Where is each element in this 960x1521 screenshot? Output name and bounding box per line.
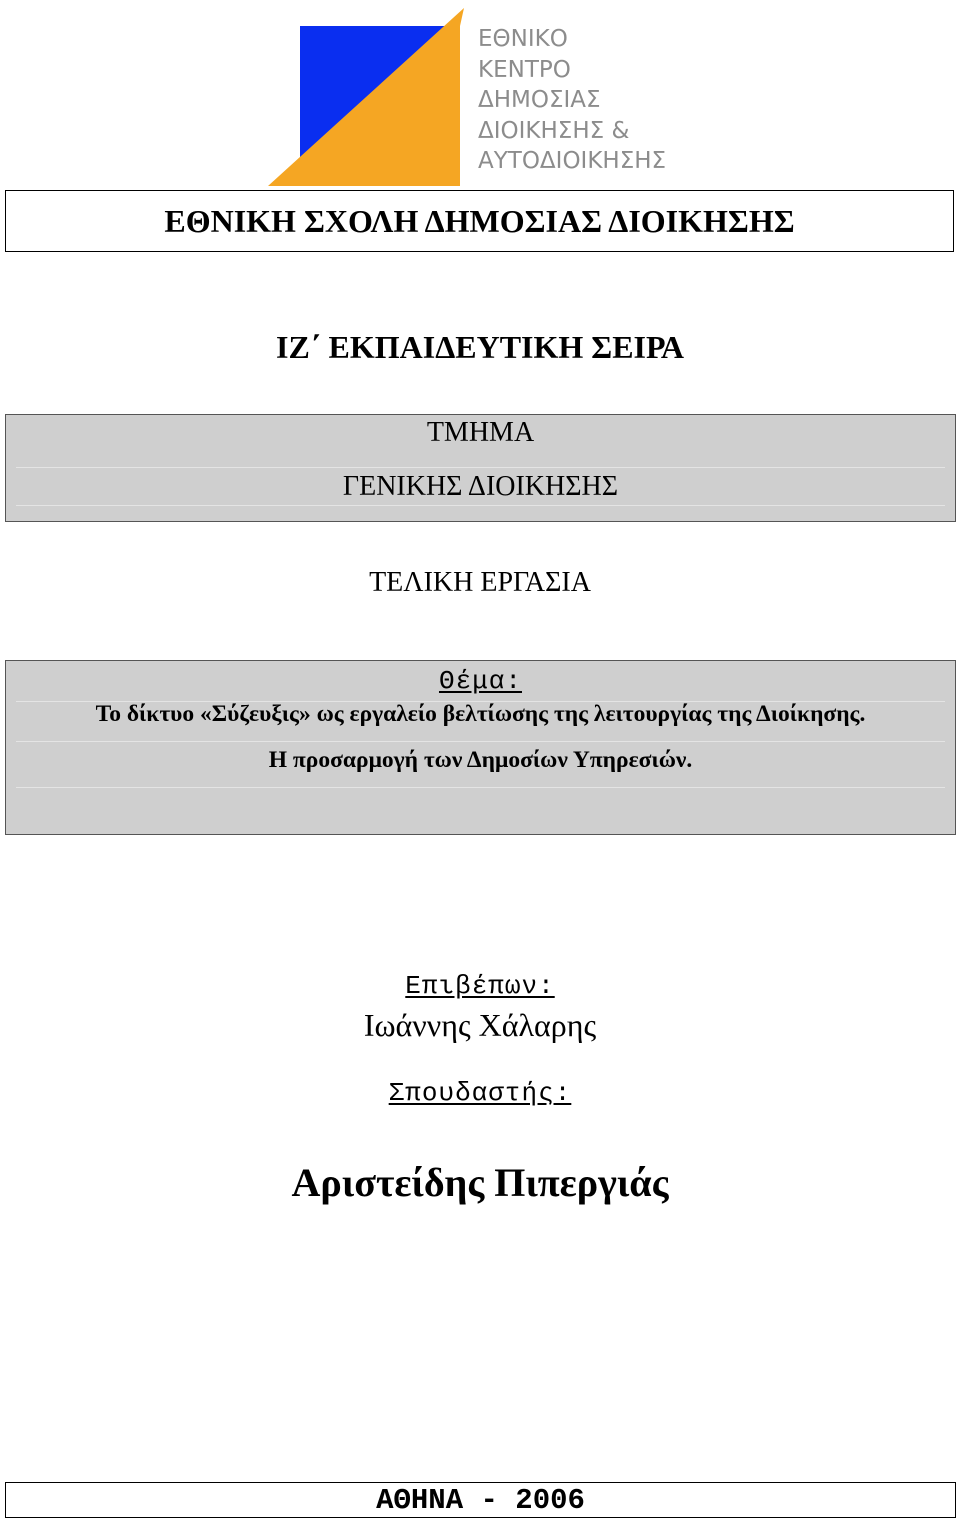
supervisor-label: Επιβέπων: <box>405 971 555 1001</box>
logo-line: ΚΕΝΤΡΟ <box>478 56 571 83</box>
supervisor-label-row <box>0 971 960 1005</box>
divider <box>16 467 945 468</box>
topic-line-1: Το δίκτυο «Σύζευξις» ως εργαλείο βελτίωσης της λειτουργίας της Διοίκησης. <box>95 701 866 727</box>
school-title-box <box>5 190 954 252</box>
divider <box>16 787 945 788</box>
logo-line: ΕΘΝΙΚΟ <box>478 26 568 52</box>
student-name: Αριστείδης Πιπεργιάς <box>291 1160 669 1205</box>
student-label-row <box>0 1078 960 1112</box>
school-title: ΕΘΝΙΚΗ ΣΧΟΛΗ ΔΗΜΟΣΙΑΣ ΔΙΟΙΚΗΣΗΣ <box>164 203 795 239</box>
topic-line-2: Η προσαρμογή των Δημοσίων Υπηρεσιών. <box>268 747 693 773</box>
logo-wordmark <box>478 24 666 177</box>
topic-label-row <box>6 666 955 696</box>
logo-line: ΔΙΟΙΚΗΣΗΣ & <box>478 117 630 144</box>
department-name: ΓΕΝΙΚΗΣ ΔΙΟΙΚΗΣΗΣ <box>342 471 619 502</box>
topic-box <box>5 660 956 835</box>
logo-line: ΑΥΤΟΔΙΟΙΚΗΣΗΣ <box>478 148 667 174</box>
topic-label: Θέμα: <box>438 666 522 696</box>
department-box <box>5 414 956 522</box>
footer-box <box>5 1482 956 1518</box>
divider <box>16 741 945 742</box>
department-label: ΤΜΗΜΑ <box>426 417 535 448</box>
divider <box>16 505 945 506</box>
document-type: ΤΕΛΙΚΗ ΕΡΓΑΣΙΑ <box>369 567 591 598</box>
student-label: Σπουδαστής: <box>388 1078 572 1108</box>
footer-place-year: ΑΘΗΝΑ - 2006 <box>376 1484 585 1517</box>
logo-line: ΔΗΜΟΣΙΑΣ <box>478 87 601 113</box>
supervisor-name: Ιωάννης Χάλαρης <box>363 1007 597 1043</box>
series-title: ΙΖ΄ ΕΚΠΑΙΔΕΥΤΙΚΗ ΣΕΙΡΑ <box>276 329 684 365</box>
